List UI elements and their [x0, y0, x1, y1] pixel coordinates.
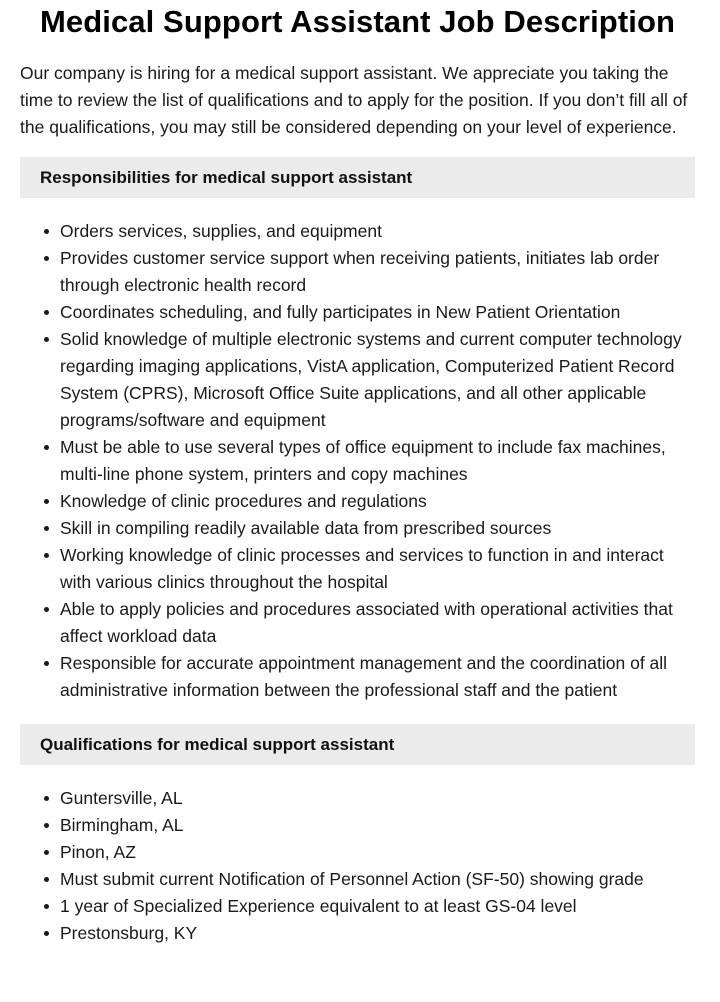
list-item: Solid knowledge of multiple electronic systems and current computer technology regarding imaging applications, VistA application, Computerized Patient Record System (CPRS), Microsoft Office Suite applications, and all other applicable programs/software and equipment: [60, 326, 695, 434]
list-item: 1 year of Specialized Experience equivalent to at least GS-04 level: [60, 893, 695, 920]
qualifications-heading: Qualifications for medical support assistant: [20, 724, 695, 765]
list-item: Coordinates scheduling, and fully participates in New Patient Orientation: [60, 299, 695, 326]
list-item: Knowledge of clinic procedures and regulations: [60, 488, 695, 515]
list-item: Provides customer service support when receiving patients, initiates lab order through electronic health record: [60, 245, 695, 299]
list-item: Birmingham, AL: [60, 812, 695, 839]
page-title: Medical Support Assistant Job Description: [39, 4, 676, 39]
list-item: Guntersville, AL: [60, 785, 695, 812]
responsibilities-list: [20, 218, 695, 704]
list-item: Orders services, supplies, and equipment: [60, 218, 695, 245]
list-item: Must be able to use several types of office equipment to include fax machines, multi-line phone system, printers and copy machines: [60, 434, 695, 488]
list-item: Prestonsburg, KY: [60, 920, 695, 947]
list-item: Working knowledge of clinic processes and services to function in and interact with various clinics throughout the hospital: [60, 542, 695, 596]
intro-paragraph: Our company is hiring for a medical support assistant. We appreciate you taking the time to review the list of qualifications and to apply for the position. If you don’t fill all of the qualifications, you may still be considered depending on your level of experience.: [20, 63, 688, 137]
list-item: Able to apply policies and procedures associated with operational activities that affect workload data: [60, 596, 695, 650]
list-item: Must submit current Notification of Personnel Action (SF-50) showing grade: [60, 866, 695, 893]
list-item: Skill in compiling readily available data from prescribed sources: [60, 515, 695, 542]
responsibilities-heading: Responsibilities for medical support assistant: [20, 157, 695, 198]
qualifications-list: [20, 785, 695, 947]
list-item: Pinon, AZ: [60, 839, 695, 866]
list-item: Responsible for accurate appointment management and the coordination of all administrative information between the professional staff and the patient: [60, 650, 695, 704]
